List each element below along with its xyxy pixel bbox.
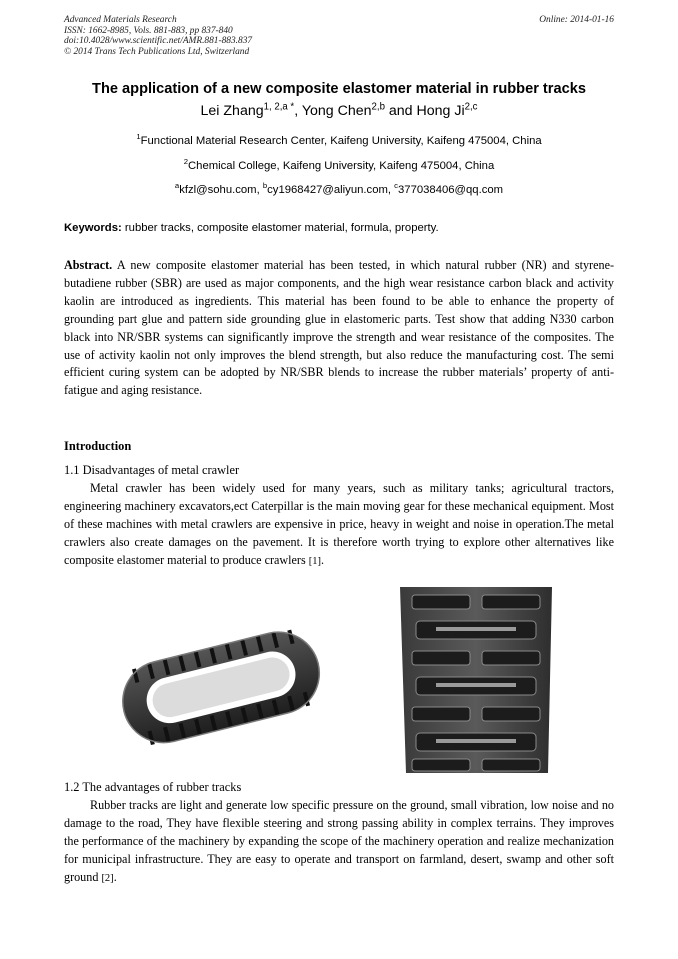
author-list — [0, 103, 678, 119]
rubber-track-tread-photo — [396, 587, 556, 773]
copyright-line: © 2014 Trans Tech Publications Ltd, Switzerland — [64, 46, 250, 57]
affiliation-text: Chemical College, Kaifeng University, Kaifeng 475004, China — [188, 160, 495, 172]
author-sup: 2,b — [371, 101, 385, 113]
section-1-1-title: 1.1 Disadvantages of metal crawler — [64, 463, 240, 477]
author-name: Hong Ji — [416, 103, 465, 119]
citation-ref[interactable]: [1] — [308, 555, 321, 567]
email-sup: c — [394, 181, 399, 191]
email-sup: a — [174, 181, 180, 191]
author-sup: 2,c — [464, 101, 478, 113]
citation-ref[interactable]: [2] — [101, 872, 114, 884]
sentence-end: . — [113, 869, 117, 884]
affiliation-text: Functional Material Research Center, Kaifeng University, Kaifeng 475004, China — [140, 135, 542, 147]
sentence-end: . — [321, 552, 325, 567]
journal-name: Advanced Materials Research — [64, 15, 177, 25]
section-1-2-text: Rubber tracks are light and generate low specific pressure on the ground, small vibration, low noise and no damage to the road, They have flexible steering and strong passing ability in complex terrains. They improves the performance of the machinery by expanding the scope of the machinery operation and realize mechanization for municipal infrastructure. They are easy to operate and transport on farmland, desert, swamp and other soft ground — [64, 798, 614, 884]
section-1-2-body — [64, 797, 614, 888]
online-date: Online: 2014-01-16 — [539, 15, 614, 25]
abstract — [64, 257, 614, 400]
section-1-2-title: 1.2 The advantages of rubber tracks — [64, 780, 242, 794]
affiliation-1 — [0, 132, 678, 147]
author-sup: 1, 2,a * — [263, 101, 295, 113]
email-address[interactable]: kfzl@sohu.com, — [179, 184, 263, 196]
email-line — [0, 181, 678, 196]
doi-line: doi:10.4028/www.scientific.net/AMR.881-883.837 — [64, 36, 253, 47]
issn-line: ISSN: 1662-8985, Vols. 881-883, pp 837-840 — [64, 25, 233, 36]
author-name: Lei Zhang — [200, 103, 264, 119]
abstract-label: Abstract. — [64, 258, 113, 272]
author-separator: and — [384, 103, 417, 119]
rubber-track-loop-photo — [112, 606, 334, 768]
keywords-text: rubber tracks, composite elastomer material, formula, property. — [121, 222, 439, 234]
paper-title: The application of a new composite elastomer material in rubber tracks — [92, 81, 586, 97]
keywords — [64, 222, 614, 234]
affiliation-sup: 1 — [136, 132, 141, 142]
email-sup: b — [262, 181, 268, 191]
abstract-text: A new composite elastomer material has been tested, in which natural rubber (NR) and styrene-butadiene rubber (SBR) are used as major components, and the high wear resistance carbon black and activity kaolin are introduced as ingredients. This material has been found to be able to enhance the property of grounding part glue and pattern side grounding glue in elastomeric parts. Test show that adding N330 carbon black into NR/SBR systems can significantly improve the strength and wear resistance of the composites. The use of activity kaolin not only improves the blend strength, but also reduce the manufacturing cost. The semi efficient curing system can be adopted by NR/SBR blends to increase the rubber materials’ property of anti-fatigue and aging resistance. — [64, 258, 614, 398]
author-name: Yong Chen — [301, 103, 372, 119]
author-separator: , — [294, 103, 302, 119]
journal-header — [64, 15, 614, 57]
affiliation-sup: 2 — [183, 157, 189, 167]
section-1-1-body — [64, 480, 614, 571]
email-address[interactable]: cy1968427@aliyun.com, — [267, 184, 395, 196]
section-1-1-text: Metal crawler has been widely used for many years, such as military tanks; agricultural tractors, engineering machinery excavators,ect Caterpillar is the main moving gear for these mechanical equipment. Most of these machines with metal crawlers are expensive in price, heavy in weight and noise in operation.The metal crawlers also create damages on the pavement. It is therefore worth trying to explore other alternatives like composite elastomer material to produce crawlers — [64, 481, 614, 567]
email-address[interactable]: 377038406@qq.com — [398, 184, 504, 196]
keywords-label: Keywords: — [64, 222, 122, 234]
affiliation-2 — [0, 157, 678, 172]
introduction-heading: Introduction — [64, 439, 132, 453]
